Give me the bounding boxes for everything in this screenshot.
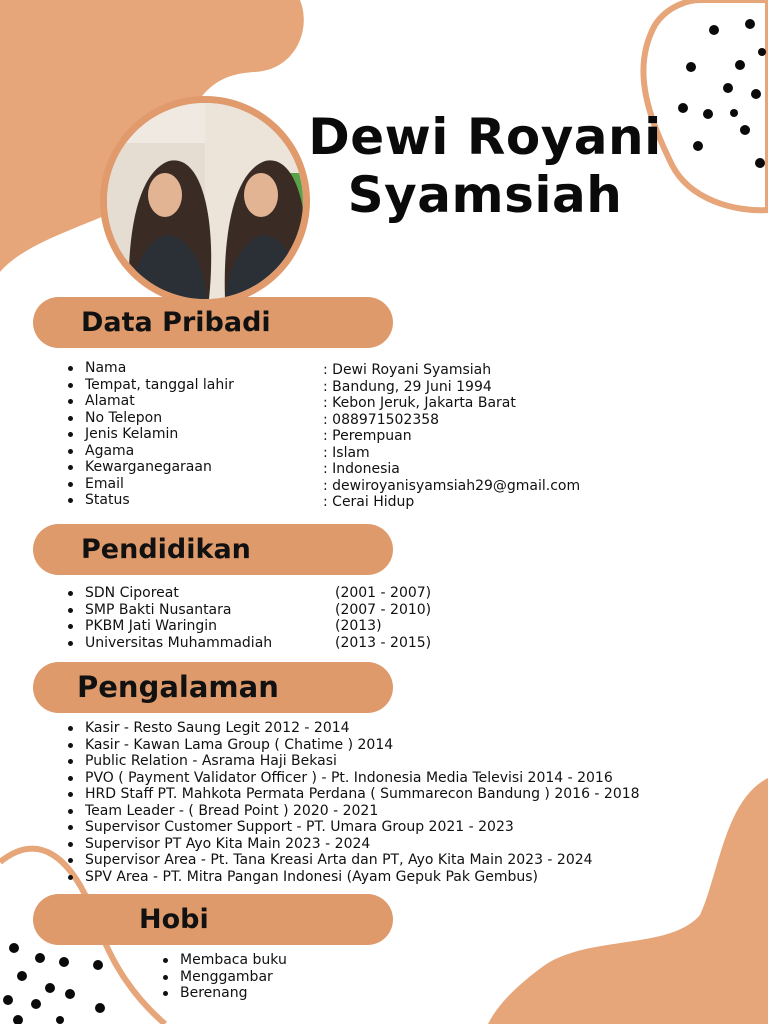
experience-item: PVO ( Payment Validator Officer ) - Pt. Indonesia Media Televisi 2014 - 2016 bbox=[65, 770, 640, 787]
hobbies-list bbox=[160, 952, 287, 1002]
section-header-education bbox=[33, 524, 393, 575]
experience-item: Kasir - Kawan Lama Group ( Chatime ) 2014 bbox=[65, 737, 640, 754]
education-year: (2013 - 2015) bbox=[335, 634, 432, 651]
education-year: (2013) bbox=[335, 618, 382, 634]
profile-photo-image bbox=[107, 103, 303, 299]
profile-photo bbox=[107, 103, 303, 299]
field-label: Tempat, tanggal lahir bbox=[65, 377, 234, 394]
section-title-education: Pendidikan bbox=[81, 534, 251, 565]
field-value: : 088971502358 bbox=[323, 411, 440, 428]
field-label: Email bbox=[65, 476, 234, 493]
personal-labels bbox=[65, 360, 234, 509]
section-header-personal bbox=[33, 297, 393, 348]
section-title-experience: Pengalaman bbox=[77, 670, 279, 704]
hobby-item: Membaca buku bbox=[160, 952, 287, 969]
education-list bbox=[65, 585, 272, 651]
field-label: Jenis Kelamin bbox=[65, 426, 234, 443]
experience-item: Supervisor Customer Support - PT. Umara Group 2021 - 2023 bbox=[65, 819, 640, 836]
field-value: : Indonesia bbox=[323, 461, 400, 477]
section-header-hobbies bbox=[33, 894, 393, 945]
field-label: Status bbox=[65, 492, 234, 509]
experience-item: Team Leader - ( Bread Point ) 2020 - 2021 bbox=[65, 803, 640, 820]
education-year: (2001 - 2007) bbox=[335, 585, 432, 601]
personal-values bbox=[323, 362, 580, 511]
field-label: Kewarganegaraan bbox=[65, 459, 234, 476]
section-title-hobbies: Hobi bbox=[139, 904, 209, 935]
education-years bbox=[335, 585, 431, 651]
experience-item: Supervisor PT Ayo Kita Main 2023 - 2024 bbox=[65, 836, 640, 853]
section-title-personal: Data Pribadi bbox=[81, 307, 271, 338]
education-year: (2007 - 2010) bbox=[335, 601, 432, 618]
field-label: Nama bbox=[65, 360, 234, 377]
field-label: Alamat bbox=[65, 393, 234, 410]
education-school: Universitas Muhammadiah bbox=[65, 635, 272, 652]
experience-item: SPV Area - PT. Mitra Pangan Indonesi (Ayam Gepuk Pak Gembus) bbox=[65, 869, 640, 886]
field-value: : Kebon Jeruk, Jakarta Barat bbox=[323, 395, 516, 411]
field-value: : Cerai Hidup bbox=[323, 494, 415, 510]
experience-item: Supervisor Area - Pt. Tana Kreasi Arta dan PT, Ayo Kita Main 2023 - 2024 bbox=[65, 852, 640, 869]
field-value: : Bandung, 29 Juni 1994 bbox=[323, 378, 492, 395]
experience-item: HRD Staff PT. Mahkota Permata Perdana ( Summarecon Bandung ) 2016 - 2018 bbox=[65, 786, 640, 803]
experience-item: Kasir - Resto Saung Legit 2012 - 2014 bbox=[65, 720, 640, 737]
person-name bbox=[300, 108, 670, 224]
bottom-left-dots bbox=[3, 943, 105, 1024]
education-school: SMP Bakti Nusantara bbox=[65, 602, 272, 619]
education-school: SDN Ciporeat bbox=[65, 585, 272, 602]
experience-list bbox=[65, 720, 640, 885]
education-school: PKBM Jati Waringin bbox=[65, 618, 272, 635]
top-right-dots bbox=[678, 19, 766, 168]
person-name-line1: Dewi Royani bbox=[308, 108, 662, 166]
field-label: Agama bbox=[65, 443, 234, 460]
field-value: : Perempuan bbox=[323, 428, 412, 444]
field-value: : Islam bbox=[323, 444, 370, 461]
person-name-line2: Syamsiah bbox=[347, 166, 623, 224]
field-value: : dewiroyanisyamsiah29@gmail.com bbox=[323, 477, 581, 494]
field-label: No Telepon bbox=[65, 410, 234, 427]
section-header-experience bbox=[33, 662, 393, 713]
experience-item: Public Relation - Asrama Haji Bekasi bbox=[65, 753, 640, 770]
hobby-item: Menggambar bbox=[160, 969, 287, 986]
hobby-item: Berenang bbox=[160, 985, 287, 1002]
field-value: : Dewi Royani Syamsiah bbox=[323, 362, 492, 378]
